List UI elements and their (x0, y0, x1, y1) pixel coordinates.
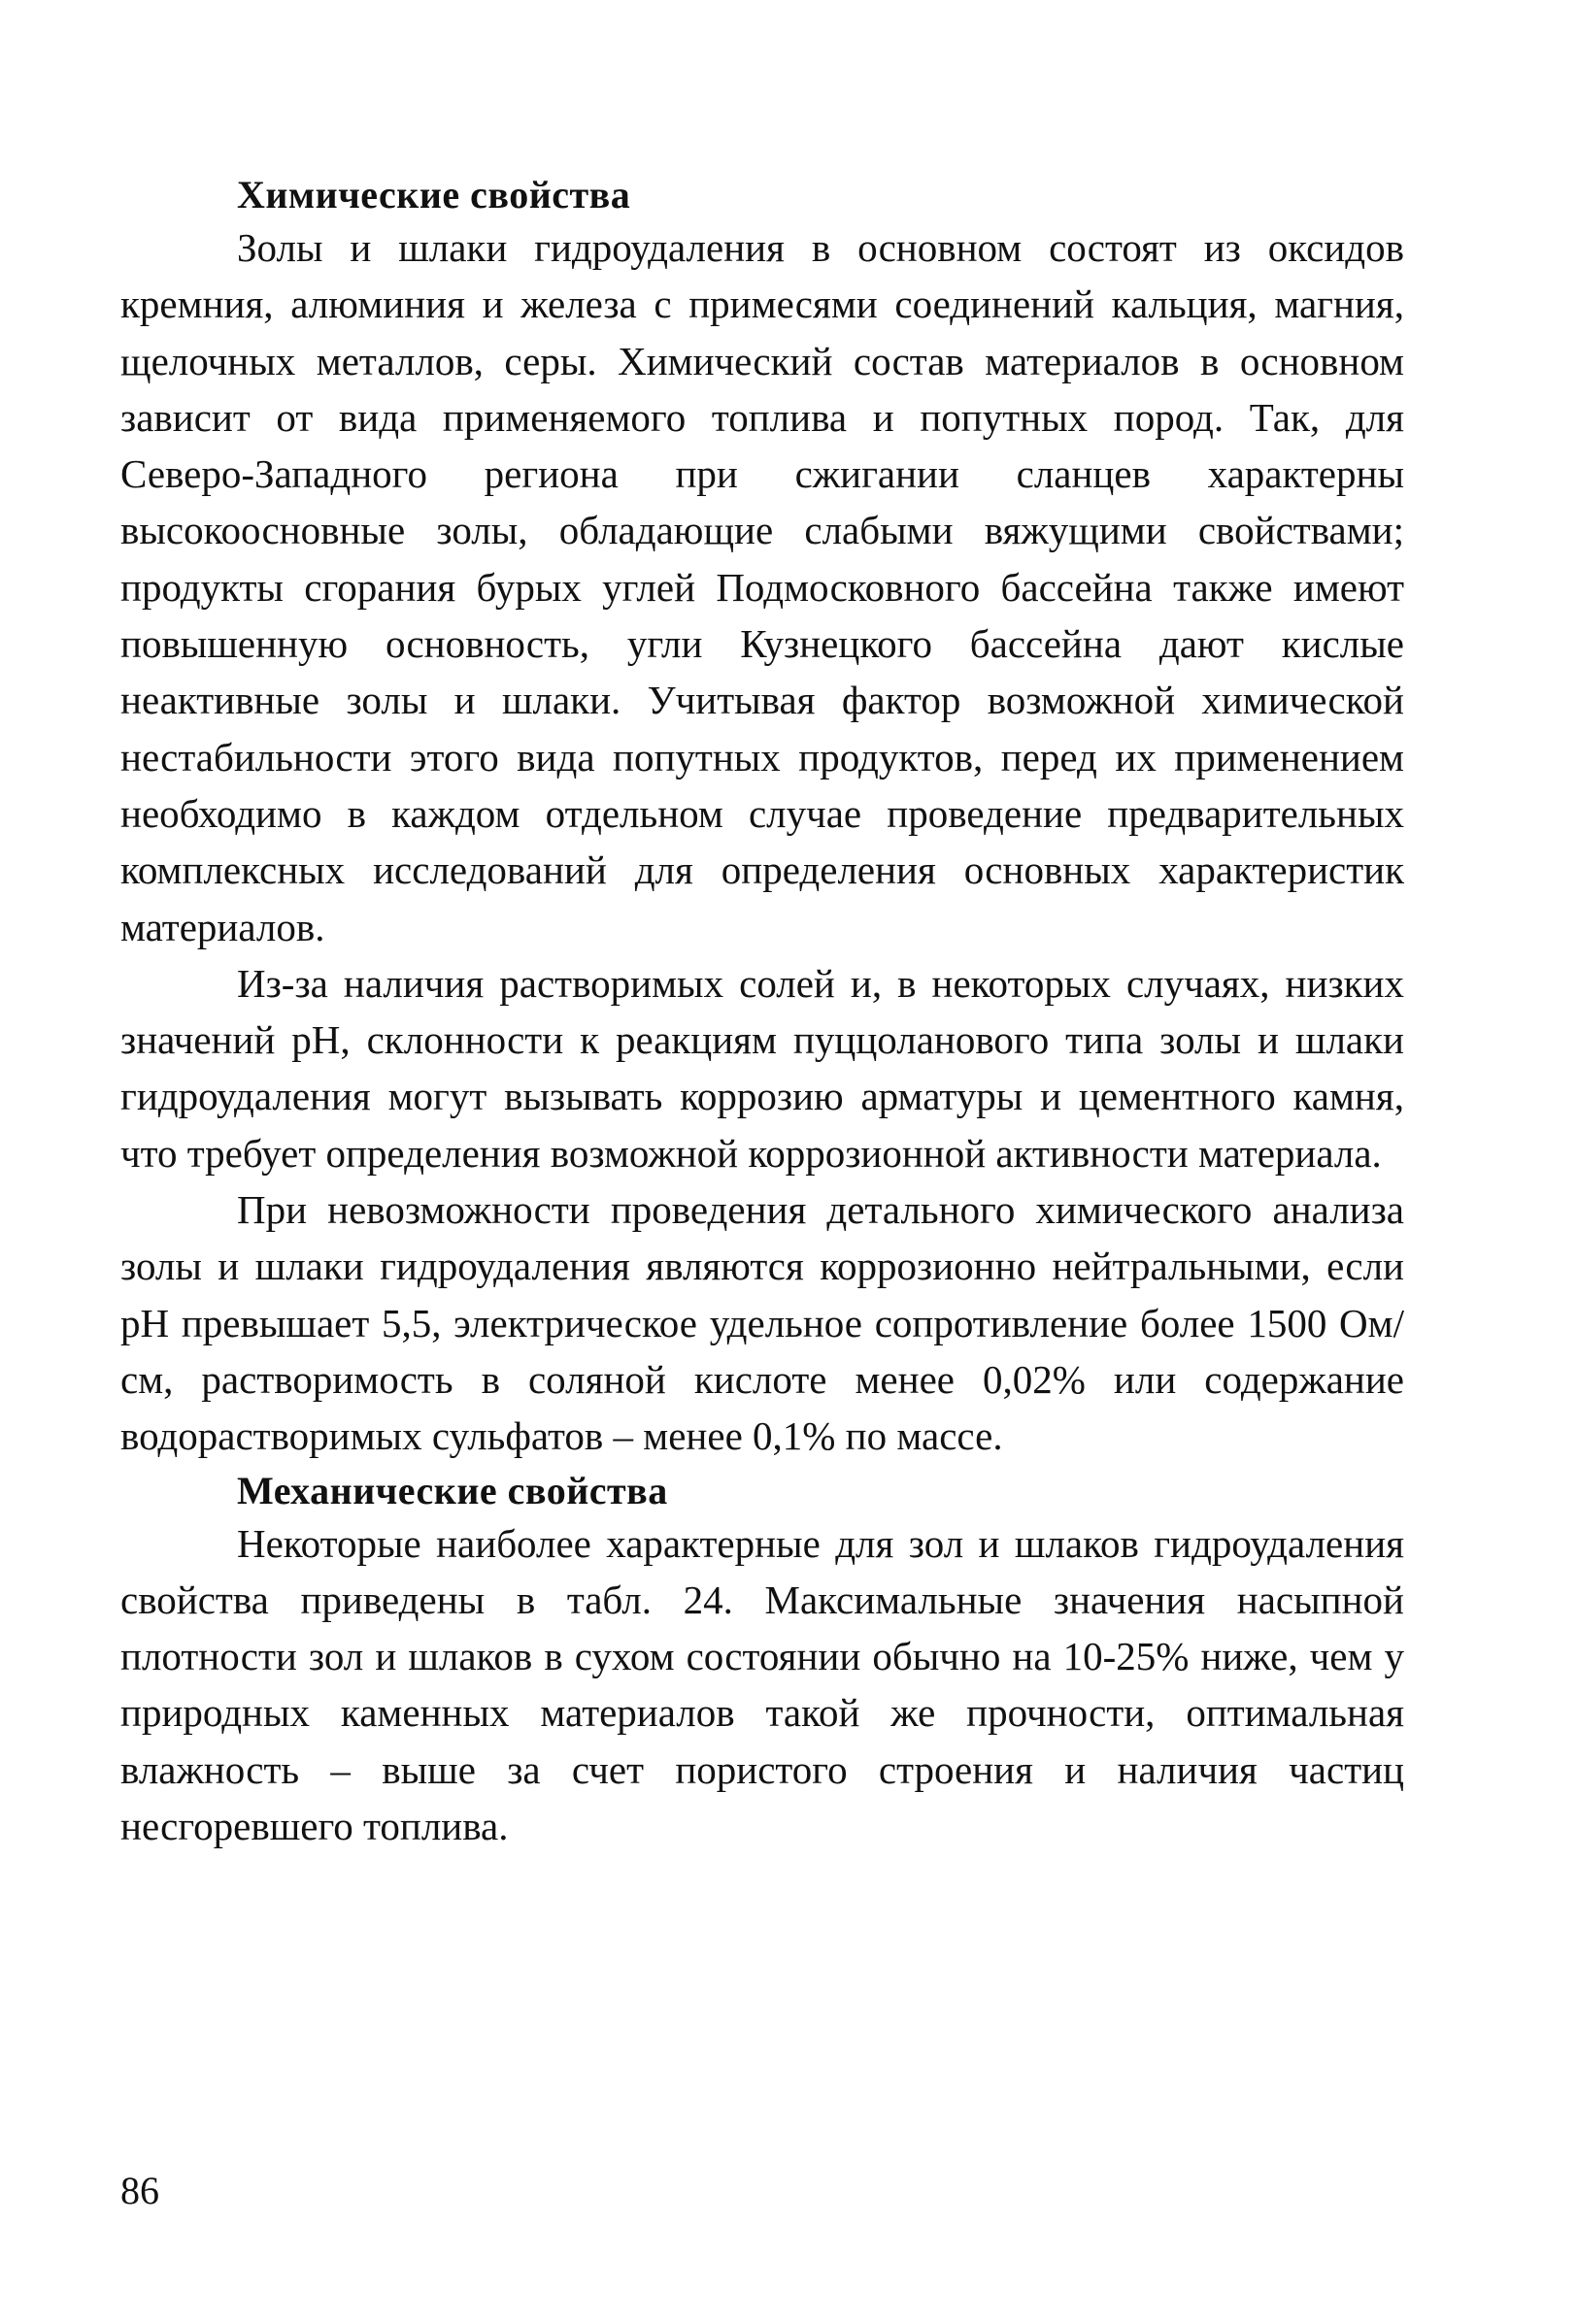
paragraph-chemical-2: Из-за наличия растворимых солей и, в некоторых случаях, низких значений pH, склонности к реакциям пуццоланового типа золы и шлаки гидроудаления могут вызывать коррозию арматуры и цементного камня, что требует определения возможной коррозионной активности материала. (120, 960, 1404, 1176)
paragraph-mechanical-1: Некоторые наиболее характерные для зол и шлаков гидроудаления свойства приведены в табл. 24. Максимальные значения насыпной плотности зол и шлаков в сухом состоянии обычно на 10-25% ниже, чем у природных каменных материалов такой же прочности, оптимальная влажность – выше за счет пористого строения и наличия частиц несгоревшего топлива. (120, 1520, 1404, 1849)
page-number: 86 (120, 2169, 159, 2212)
page-body (120, 171, 1404, 1854)
paragraph-chemical-3: При невозможности проведения детального химического анализа золы и шлаки гидроудаления являются коррозионно нейтральными, если pH превышает 5,5, электрическое удельное сопротивление более 1500 Ом/см, растворимость в соляной кислоте менее 0,02% или содержание водорастворимых сульфатов – менее 0,1% по массе. (120, 1187, 1404, 1459)
paragraph-chemical-1: Золы и шлаки гидроудаления в основном состоят из оксидов кремния, алюминия и железа с примесями соединений кальция, магния, щелочных металлов, серы. Химический состав материалов в основном зависит от вида применяемого топлива и попутных пород. Так, для Северо-Западного региона при сжигании сланцев характерны высокоосновные золы, обладающие слабыми вяжущими свойствами; продукты сгорания бурых углей Подмосковного бассейна также имеют повышенную основность, угли Кузнецкого бассейна дают кислые неактивные золы и шлаки. Учитывая фактор возможной химической нестабильности этого вида попутных продуктов, перед их применением необходимо в каждом отдельном случае проведение предварительных комплексных исследований для определения основных характеристик материалов. (120, 225, 1404, 949)
section-heading-mechanical: Механические свойства (237, 1468, 668, 1512)
section-heading-chemical: Химические свойства (237, 173, 631, 216)
